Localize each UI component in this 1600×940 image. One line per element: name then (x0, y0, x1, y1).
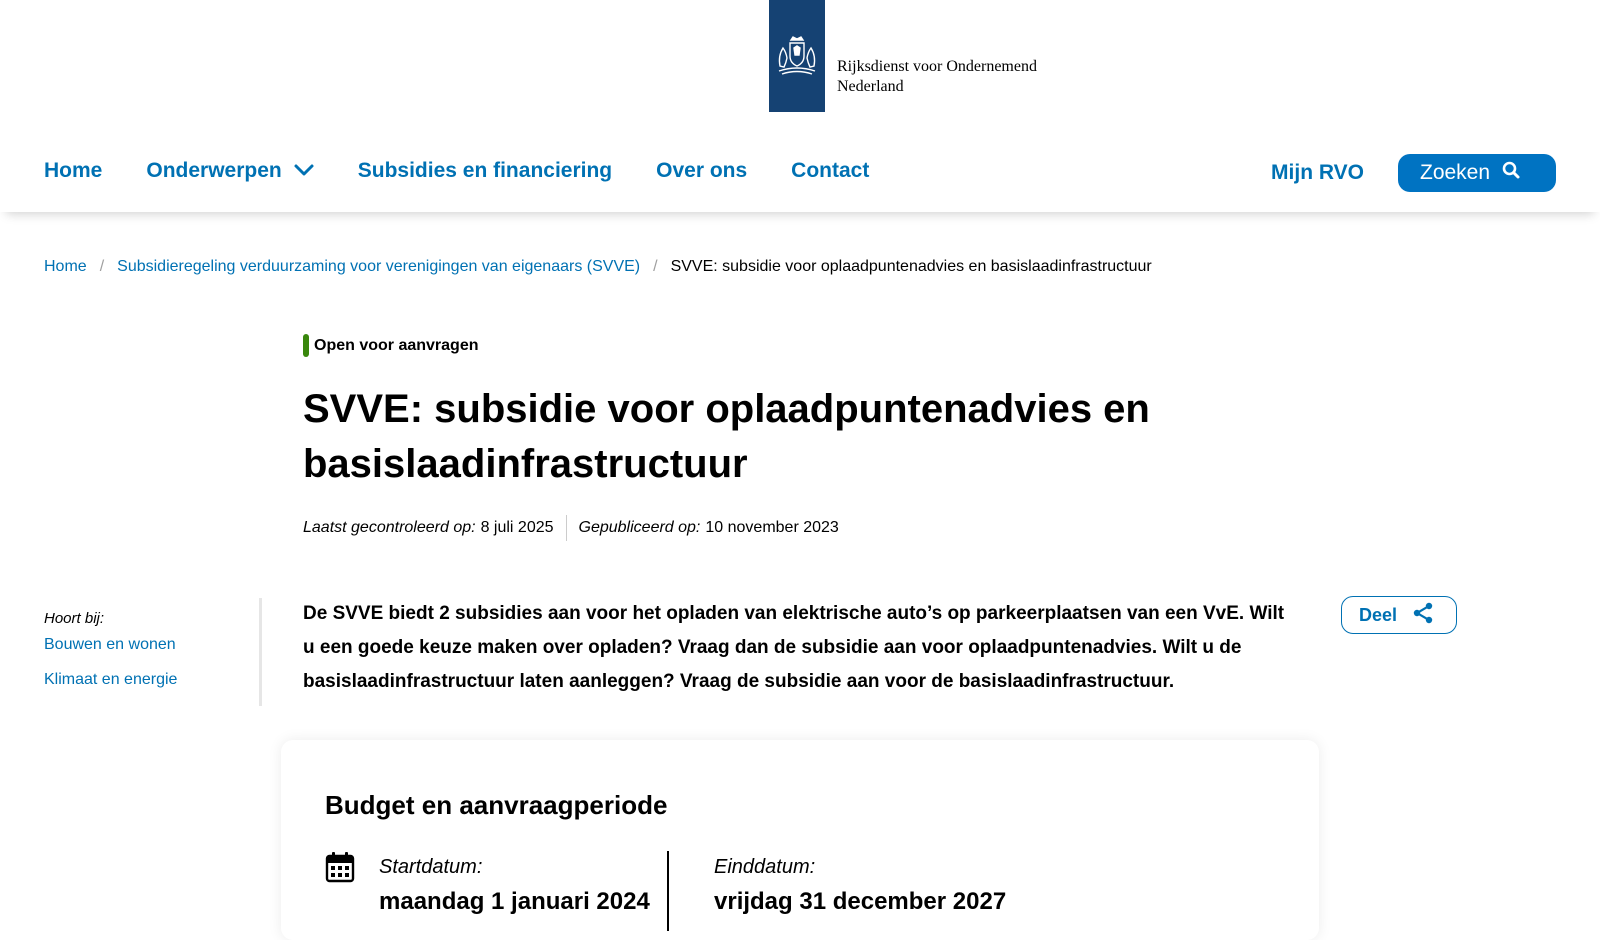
nav-contact[interactable]: Contact (791, 159, 870, 182)
end-date-value: vrijdag 31 december 2027 (714, 888, 1007, 915)
logo-line-2: Nederland (837, 78, 904, 95)
share-button[interactable] (1341, 596, 1457, 634)
share-icon (1397, 601, 1435, 630)
intro-text: De SVVE biedt 2 subsidies aan voor het opladen van elektrische auto’s op parkeerplaatsen van een VvE. Wilt u een goede keuze maken over opladen? Vraag dan de subsidie aan voor oplaadpuntenadvies. Wilt u de basislaadinfrastructuur laten aanleggen? Vraag de subsidie aan voor de basislaadinfrastructuur. (303, 603, 1285, 692)
nav-subsidies[interactable]: Subsidies en financiering (357, 159, 613, 182)
start-date-label: Startdatum: (379, 856, 483, 878)
status-label: Open voor aanvragen (314, 336, 479, 354)
status-badge (303, 334, 479, 357)
budget-card-title: Budget en aanvraagperiode (325, 790, 668, 820)
logo-wordmark (837, 57, 1037, 97)
published-label: Gepubliceerd op: (578, 519, 701, 536)
search-button[interactable] (1398, 154, 1556, 192)
breadcrumb (44, 258, 1152, 276)
nav-home[interactable]: Home (44, 159, 103, 182)
breadcrumb-current: SVVE: subsidie voor oplaadpuntenadvies en basislaadinfrastructuur (670, 258, 1152, 275)
breadcrumb-parent[interactable]: Subsidieregeling verduurzaming voor verenigingen van eigenaars (SVVE) (117, 258, 641, 275)
search-icon (1490, 161, 1520, 185)
share-label: Deel (1359, 604, 1398, 625)
search-button-label: Zoeken (1420, 161, 1491, 184)
breadcrumb-separator: / (653, 258, 658, 275)
status-indicator (303, 334, 309, 357)
main-nav (44, 150, 913, 192)
breadcrumb-home[interactable]: Home (44, 258, 87, 275)
nav-onderwerpen-label: Onderwerpen (146, 159, 282, 182)
card-divider (667, 851, 669, 931)
related-link-bouwen[interactable]: Bouwen en wonen (44, 636, 176, 653)
calendar-icon (325, 851, 355, 888)
page-title: SVVE: subsidie voor oplaadpuntenadvies en basislaadinfrastructuur (303, 387, 1150, 486)
related-label: Hoort bij: (44, 610, 105, 627)
page-meta (303, 515, 839, 541)
nav-right (1271, 154, 1556, 192)
nav-onderwerpen[interactable] (146, 159, 313, 183)
logo-line-1: Rijksdienst voor Ondernemend (837, 58, 1037, 75)
budget-card (281, 740, 1319, 940)
site-header (0, 0, 1600, 212)
breadcrumb-separator: / (99, 258, 105, 275)
site-logo[interactable] (769, 0, 1037, 112)
meta-divider (566, 515, 567, 541)
related-link-klimaat[interactable]: Klimaat en energie (44, 671, 178, 688)
related-topics (44, 598, 262, 706)
published-value: 10 november 2023 (705, 519, 839, 536)
crest-icon (769, 0, 825, 112)
checked-value: 8 juli 2025 (480, 519, 554, 536)
checked-label: Laatst gecontroleerd op: (303, 519, 476, 536)
end-date-label: Einddatum: (714, 856, 816, 878)
mijn-rvo-link[interactable]: Mijn RVO (1271, 161, 1364, 184)
start-date-value: maandag 1 januari 2024 (379, 888, 650, 915)
nav-over-ons[interactable]: Over ons (656, 159, 748, 182)
chevron-down-icon (294, 159, 314, 183)
